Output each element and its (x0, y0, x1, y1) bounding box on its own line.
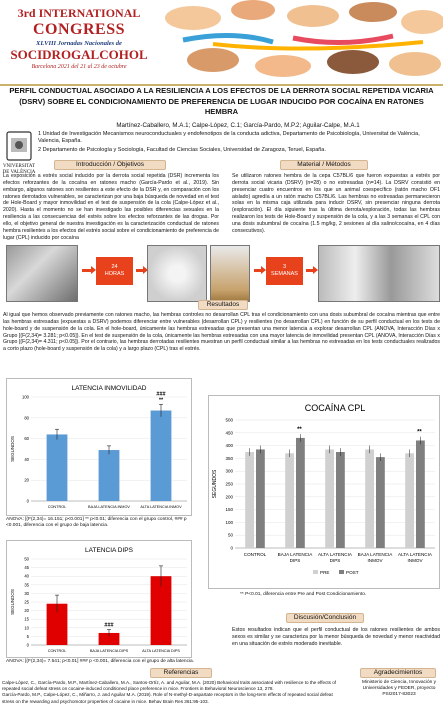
y-tick-label: 450 (225, 430, 233, 436)
y-tick-label: 300 (225, 468, 233, 474)
congress-line5: Barcelona 2021 del 21 al 23 de octubre (31, 64, 127, 70)
y-tick-label: 5 (26, 633, 29, 639)
significance-label: ### (156, 391, 166, 398)
defeat-photo (6, 245, 78, 302)
congress-line2: CONGRESS (32, 21, 126, 38)
significance-label: ** (158, 397, 164, 404)
y-tick-label: 50 (24, 556, 29, 562)
university-seal-icon (4, 130, 34, 164)
chart-title: COCAÍNA CPL (304, 403, 366, 413)
y-tick-label: 0 (26, 642, 29, 648)
chart-latencia-dips (6, 540, 192, 658)
y-tick-label: 250 (225, 481, 233, 487)
bar (99, 450, 120, 501)
cpl-apparatus-photo (318, 245, 440, 302)
y-tick-label: 40 (24, 573, 29, 579)
y-tick-label: 30 (24, 590, 29, 596)
x-tick-label: BAJA LATENCIA (277, 552, 313, 557)
discussion-heading: Discusión/Conclusión (286, 613, 364, 623)
y-tick-label: 350 (225, 455, 233, 461)
arrow-icon (306, 269, 314, 272)
methods-heading: Material / Métodos (280, 160, 368, 170)
congress-logo (4, 6, 154, 70)
y-tick-label: 400 (225, 443, 233, 449)
bar-post (336, 452, 345, 548)
chart-dips-caption: ANOVA: [(F(2,34)= 7.541; p<0.01] ### p <0.001, diferencia con el grupo de alta latencia. (6, 659, 195, 664)
reference-1: Calpe-López, C., García-Pardo, M.P., Martínez-Caballero, M.A., Santos-Ortíz, A. and Aguilar, M.A. (2020) Behavioral traits associated with resilience to the effects of repeated social defeat stress on cocaine-induced conditioned place preference in mice. Frontiers in Behavioral Neuroscience 13, 278. (2, 680, 337, 692)
bar-post (376, 457, 385, 548)
y-tick-label: 150 (225, 507, 233, 513)
bar-pre (325, 449, 334, 548)
y-tick-label: 45 (24, 565, 29, 571)
affiliations (38, 131, 438, 154)
y-tick-label: 100 (225, 519, 233, 525)
results-heading: Resultados (198, 300, 248, 310)
congress-line3: XLVIII Jornadas Nacionales de (36, 40, 122, 47)
x-tick-label-line2: INMOV (407, 558, 423, 563)
tail-suspension-photo (210, 245, 250, 302)
hands-illustration (153, 0, 443, 84)
y-tick-label: 60 (24, 436, 29, 442)
arrow-icon (136, 269, 144, 272)
authors: Martínez-Caballero, M.A.1; Calpe-López, C.1; García-Pardo, M.P.2; Aguilar-Calpe, M.A.1 (116, 122, 360, 129)
arrow-icon (82, 269, 92, 272)
y-tick-label: 100 (22, 394, 29, 400)
results-text: Al igual que hemos observado previamente con ratones macho, las hembras controles no desarrollan CPL tras el condicionamiento con una dosis subumbral de cocaína mientras que entre las hembras estresadas (expuestas a DSRV) podemos diferenciar entre vulnerables (desarrollan CPL) y resilientes (no desarrollan CPL) en función de su perfil conductual en los tests de hole-board y de suspensión de la cola. En el hole-board, únicamente las hembras estresadas que presentan una menor latencia a explorar desarrollan CPL (ANOVA, Interacción Días x Grupo [(F(2,34)= 3.281; p<0.05]). En el test de suspensión de la cola, únicamente las hembras estresadas con una mayor latencia de inmovilidad presentan CPL (ANOVA, Interacción Días x Grupo [(F(2,34)= 4.311; p<0.05]). Por el contrario, las hembras derrotadas resilientes muestran un perfil conductual similar a las hembras no estresadas en los tests conductuales realizados a corto plazo (hole-board y suspensión de la cola) y a largo plazo (CPL) tras el estrés. (3, 312, 440, 353)
significance-label: ** (297, 426, 302, 433)
x-tick-label: ALTA LATENCIA INMOV (140, 505, 182, 509)
y-tick-label: 0 (26, 498, 29, 504)
y-tick-label: 0 (230, 545, 233, 551)
chart-inmov-caption: ANOVA: [(F(2,34)= 16.151; p<0.001] ** p<0.01; diferencia con el grupo control, ### p <0.001, diferencia con el grupo de baja latencia. (6, 517, 187, 529)
bar-post (296, 438, 305, 548)
acknowledgments-text: Ministerio de Ciencia, Innovación y Universidades y FEDER, proyecto PSI2017-83023 (361, 680, 437, 698)
chart-cocaina-cpl (208, 395, 440, 589)
intro-text: La exposición a estrés social inducido por la derrota social repetida (DSR) incrementa los efectos reforzantes de la cocaína en ratones macho (García-Pardo et al., 2019). Sin embargo, algunos ratones son resilientes a este efecto de la DSR y, en comparación con los ratones derrotados vulnerables, se caracterizan por una baja búsqueda de novedad en el test de Hole-Board y mayor inmovilidad en el test de suspensión de la cola (Calpe-López et al., 2020). Hasta el momento no se han investigado las posibles diferencias sexuales en la resiliencia a las consecuencias del estrés sobre los efectos reforzantes de las drogas. Por ello, el objetivo general de nuestra investigación es la caracterización conductual de ratones hembra resilientes a los efectos del estrés social sobre el condicionamiento de preferencia de lugar (CPL) inducido por cocaína (3, 173, 219, 241)
x-tick-label: CONTROL (47, 649, 67, 653)
reference-2: García-Pardo, M.P., Calpe-López, C., Miñarro, J. and Aguilar M.A. (2019). Role of N-methyl-D-aspartate receptors in the long-term effects of repeated social defeat stress on the rewarding and psychomotor properties of cocaine in mice. Behav Brain Res 361:95-103. (2, 692, 333, 704)
x-tick-label: BAJA LATENCIA DIPS (89, 649, 129, 653)
x-tick-label: ALTA LATENCIA DIPS (142, 649, 180, 653)
bar-pre (285, 453, 294, 548)
affiliation-2: 2 Departamento de Psicología y Sociología, Facultad de Ciencias Sociales, Universidad de Zaragoza, Teruel, España. (38, 146, 326, 153)
timeline-3weeks: 3 SEMANAS (266, 257, 303, 285)
chart-title: LATENCIA INMOVILIDAD (71, 385, 147, 392)
poster-header (0, 0, 443, 84)
x-tick-label: ALTA LATENCIA (398, 552, 432, 557)
bar-post (416, 440, 425, 548)
chart-latencia-dips-svg (7, 541, 193, 659)
arrow-icon (254, 269, 262, 272)
y-tick-label: 20 (24, 477, 29, 483)
congress-line1: 3rd INTERNATIONAL (17, 6, 141, 20)
legend-swatch (339, 570, 344, 574)
bar (151, 576, 172, 645)
y-tick-label: 35 (24, 582, 29, 588)
congress-line4: SOCIDROGALCOHOL (10, 47, 148, 62)
methods-text: Se utilizaron ratones hembra de la cepa C57BL/6 que fueron expuestas a estrés por derrota social vicaria (DSRV) (n=28) o no estresadas (n=14). La DSRV consistió en presenciar cuatro encuentros en los que un animal coespecífico (ratón macho OF1 aislado) agredía a un ratón macho C57BL/6. Las hembras no estresadas permanecieron solas en la misma caja utilizada para inducir DSRV, sin presenciar ninguna derrota (exploración). El día siguiente tras la última derrota/exploración, todas las hembras realizaron los tests de Hole-Board y suspensión de la cola, y a las 3 semanas el CPL con una dosis subumbral de cocaína (1.5 mg/kg, 2 sesiones al día salino/cocaína, en 4 días consecutivos). (232, 173, 440, 234)
x-tick-label-line2: DIPS (329, 558, 341, 563)
y-axis-label: SEGUNDOS (212, 469, 218, 499)
y-tick-label: 20 (24, 608, 29, 614)
bar-post (256, 449, 265, 548)
x-tick-label: BAJA LATENCIA (357, 552, 393, 557)
bar-pre (365, 449, 374, 548)
legend-label: PRE (320, 570, 330, 575)
bar (151, 411, 172, 501)
method-timeline (6, 245, 442, 302)
legend-swatch (313, 570, 318, 574)
chart-latencia-inmovilidad-svg (7, 379, 193, 517)
x-tick-label: CONTROL (243, 552, 267, 557)
poster-title: PERFIL CONDUCTUAL ASOCIADO A LA RESILIENCIA A LOS EFECTOS DE LA DERROTA SOCIAL REPETIDA VICARIA (DSRV) SOBRE EL CONDICIONAMIENTO DE PREFERENCIA DE LUGAR INDUCIDO POR COCAÍNA EN RATONES HEMBRA (9, 86, 434, 117)
y-axis-label: SEGUNDOS (10, 436, 15, 462)
bar-pre (245, 452, 254, 548)
y-axis-label: SEGUNDOS (10, 589, 15, 615)
affiliation-1: 1 Unidad de Investigación Mecanismos neuroconductuales y endofenotipos de la conducta adictiva, Departamento de Psicobiología, Universitat de València, Valencia, España. (38, 131, 420, 145)
references-heading: Referencias (150, 668, 212, 678)
x-tick-label-line2: DIPS (289, 558, 301, 563)
y-tick-label: 40 (24, 456, 29, 462)
chart-cocaina-cpl-svg (209, 396, 441, 590)
y-tick-label: 25 (24, 599, 29, 605)
y-tick-label: 10 (24, 625, 29, 631)
bar-pre (405, 453, 414, 548)
references-list (2, 680, 342, 705)
hole-board-photo (147, 245, 207, 302)
y-tick-label: 500 (225, 417, 233, 423)
discussion-text: Estos resultados indican que el perfil conductual de los ratones resilientes de ambos sexos es similar y se caracteriza por la menor búsqueda de novedad y menor reactividad en una situación de estrés moderado inevitable. (232, 627, 440, 647)
acknowledgments-heading: Agradecimientos (360, 668, 436, 678)
x-tick-label: ALTA LATENCIA (318, 552, 352, 557)
y-tick-label: 200 (225, 494, 233, 500)
chart-latencia-inmovilidad (6, 378, 192, 516)
y-tick-label: 50 (227, 532, 233, 538)
y-tick-label: 80 (24, 415, 29, 421)
chart-cpl-caption: ** P<0.01, diferencia entre Pre and Post Condicionamiento. (240, 592, 367, 597)
x-tick-label: BAJA LATENCIA INMOV (88, 505, 130, 509)
legend-label: POST (346, 570, 359, 575)
significance-label: ### (104, 622, 114, 629)
y-tick-label: 15 (24, 616, 29, 622)
x-tick-label-line2: INMOV (367, 558, 383, 563)
university-name: VNIVERSITAT DE VALÈNCIA (2, 164, 36, 175)
chart-title: LATENCIA DIPS (85, 547, 133, 554)
bar (47, 434, 68, 501)
timeline-24h: 24 HORAS (96, 257, 133, 285)
significance-label: ** (417, 429, 422, 436)
intro-heading: Introducción / Objetivos (54, 160, 166, 170)
x-tick-label: CONTROL (47, 505, 67, 509)
